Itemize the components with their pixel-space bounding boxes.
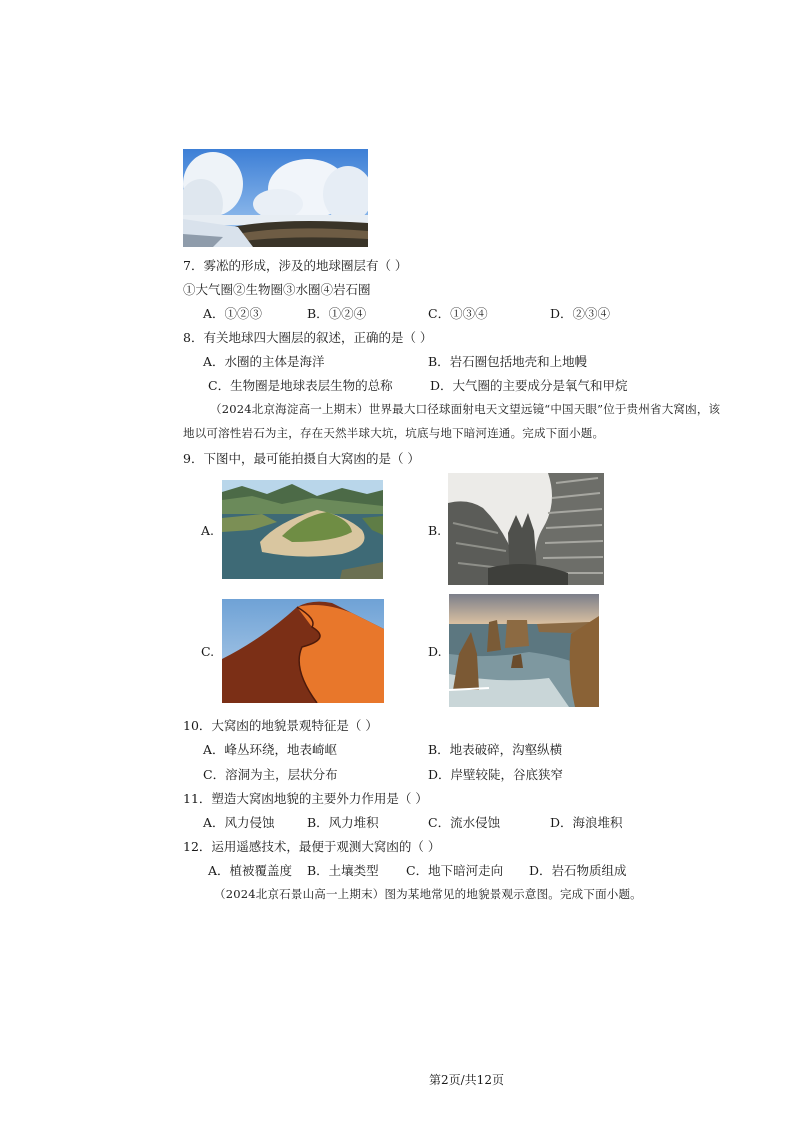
q9-label-a: A. xyxy=(201,523,215,538)
q12-option-a: A．植被覆盖度 xyxy=(208,863,293,878)
q11-stem: 11．塑造大窝凼地貌的主要外力作用是（ ） xyxy=(183,791,428,806)
q9-label-d: D. xyxy=(428,644,442,659)
q8-option-b: B．岩石圈包括地壳和上地幔 xyxy=(428,354,588,369)
q10-option-d: D．岸壁较陡，谷底狭窄 xyxy=(428,767,564,782)
q12-option-c: C．地下暗河走向 xyxy=(406,863,504,878)
q12-stem: 12．运用遥感技术，最便于观测大窝凼的（ ） xyxy=(183,839,441,854)
passage-intro-line2: 地以可溶性岩石为主，存在天然半球大坑，坑底与地下暗河连通。完成下面小题。 xyxy=(183,426,605,440)
passage-intro-2: （2024北京石景山高一上期末）图为某地常见的地貌景观示意图。完成下面小题。 xyxy=(214,887,642,901)
q10-stem: 10．大窝凼的地貌景观特征是（ ） xyxy=(183,718,378,733)
q7-option-b: B．①②④ xyxy=(307,306,367,321)
q11-option-b: B．风力堆积 xyxy=(307,815,379,830)
q7-stem: 7．雾凇的形成，涉及的地球圈层有（ ） xyxy=(183,258,408,273)
q10-option-a: A．峰丛环绕，地表崎岖 xyxy=(203,742,338,757)
q9-stem: 9．下图中，最可能拍摄自大窝凼的是（ ） xyxy=(183,451,420,466)
q8-option-d: D．大气圈的主要成分是氧气和甲烷 xyxy=(430,378,628,393)
q9-label-c: C. xyxy=(201,644,215,659)
q9-label-b: B. xyxy=(428,523,442,538)
river-meander-photo xyxy=(222,480,383,579)
q11-option-a: A．风力侵蚀 xyxy=(203,815,275,830)
rime-frost-photo xyxy=(183,149,368,247)
passage-intro-line1: （2024北京海淀高一上期末）世界最大口径球面射电天文望远镜“中国天眼”位于贵州省大窝凼，该 xyxy=(210,402,721,416)
q7-option-d: D．②③④ xyxy=(550,306,611,321)
q12-option-b: B．土壤类型 xyxy=(307,863,379,878)
q7-items: ①大气圈②生物圈③水圈④岩石圈 xyxy=(183,282,371,297)
q8-stem: 8．有关地球四大圈层的叙述，正确的是（ ） xyxy=(183,330,433,345)
page-number: 第2页/共12页 xyxy=(429,1073,504,1087)
q11-option-d: D．海浪堆积 xyxy=(550,815,623,830)
q8-option-c: C．生物圈是地球表层生物的总称 xyxy=(208,378,393,393)
q7-option-c: C．①③④ xyxy=(428,306,488,321)
q7-option-a: A．①②③ xyxy=(203,306,263,321)
red-sand-dune-photo xyxy=(222,599,384,703)
q10-option-c: C．溶洞为主，层状分布 xyxy=(203,767,338,782)
q11-option-c: C．流水侵蚀 xyxy=(428,815,501,830)
q12-option-d: D．岩石物质组成 xyxy=(529,863,627,878)
q8-option-a: A．水圈的主体是海洋 xyxy=(203,354,325,369)
layered-rock-gorge-photo xyxy=(448,473,604,585)
coastal-sea-stacks-photo xyxy=(449,594,599,707)
q10-option-b: B．地表破碎，沟壑纵横 xyxy=(428,742,563,757)
